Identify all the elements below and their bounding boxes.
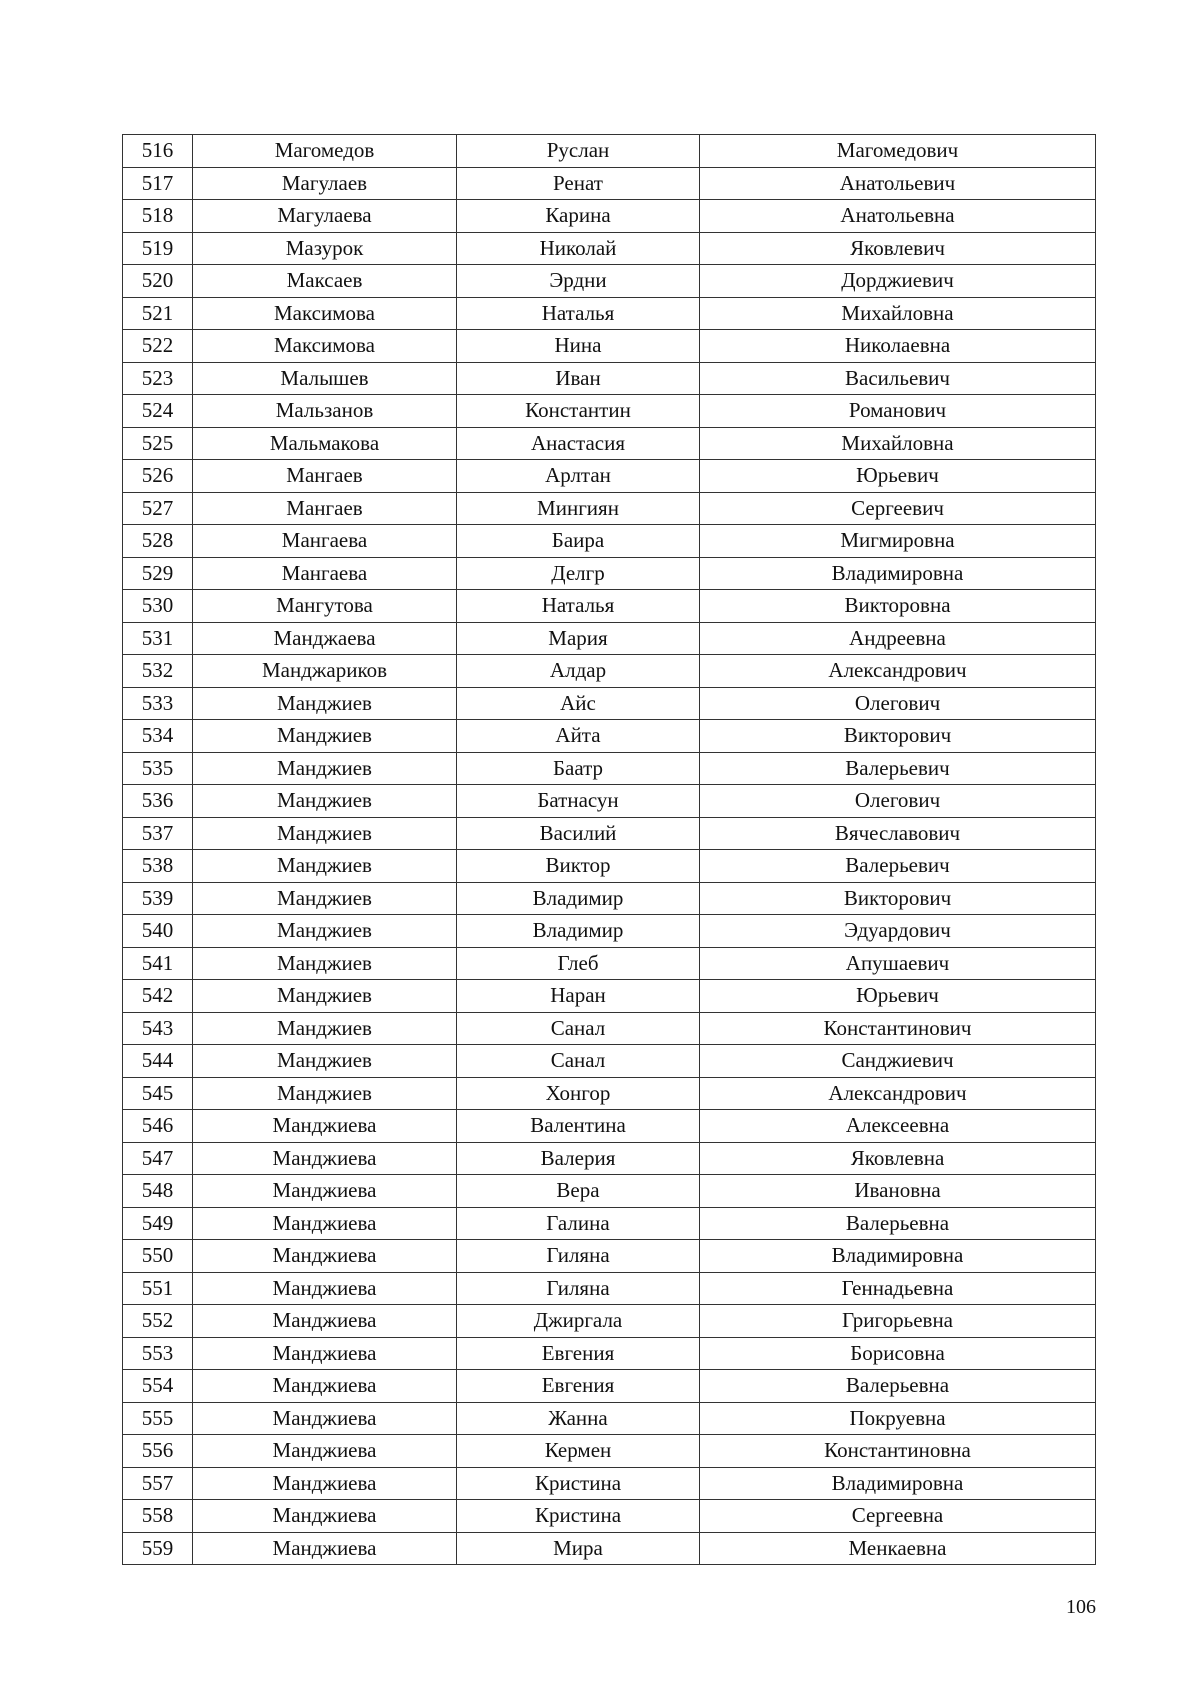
patronymic-cell: Вячеславович bbox=[700, 817, 1096, 850]
table-row bbox=[123, 1142, 1096, 1175]
row-number-cell: 534 bbox=[123, 720, 193, 753]
table-row bbox=[123, 460, 1096, 493]
surname-cell: Манджиева bbox=[193, 1272, 457, 1305]
first-name-cell: Константин bbox=[457, 395, 700, 428]
table-row bbox=[123, 785, 1096, 818]
surname-cell: Манджиев bbox=[193, 1077, 457, 1110]
patronymic-cell: Владимировна bbox=[700, 557, 1096, 590]
table-row bbox=[123, 915, 1096, 948]
surname-cell: Манджиева bbox=[193, 1435, 457, 1468]
row-number-cell: 536 bbox=[123, 785, 193, 818]
patronymic-cell: Валерьевна bbox=[700, 1370, 1096, 1403]
first-name-cell: Санал bbox=[457, 1012, 700, 1045]
surname-cell: Манджариков bbox=[193, 655, 457, 688]
roster-body bbox=[123, 135, 1096, 1565]
table-row bbox=[123, 1467, 1096, 1500]
first-name-cell: Евгения bbox=[457, 1370, 700, 1403]
surname-cell: Мазурок bbox=[193, 232, 457, 265]
table-row bbox=[123, 590, 1096, 623]
row-number-cell: 522 bbox=[123, 330, 193, 363]
patronymic-cell: Викторович bbox=[700, 720, 1096, 753]
table-row bbox=[123, 882, 1096, 915]
first-name-cell: Мингиян bbox=[457, 492, 700, 525]
row-number-cell: 548 bbox=[123, 1175, 193, 1208]
patronymic-cell: Викторович bbox=[700, 882, 1096, 915]
first-name-cell: Кристина bbox=[457, 1500, 700, 1533]
surname-cell: Манджиев bbox=[193, 1045, 457, 1078]
first-name-cell: Валентина bbox=[457, 1110, 700, 1143]
row-number-cell: 552 bbox=[123, 1305, 193, 1338]
surname-cell: Магулаева bbox=[193, 200, 457, 233]
row-number-cell: 531 bbox=[123, 622, 193, 655]
table-row bbox=[123, 1370, 1096, 1403]
table-row bbox=[123, 1272, 1096, 1305]
row-number-cell: 526 bbox=[123, 460, 193, 493]
first-name-cell: Руслан bbox=[457, 135, 700, 168]
first-name-cell: Алдар bbox=[457, 655, 700, 688]
table-row bbox=[123, 265, 1096, 298]
surname-cell: Манджиева bbox=[193, 1175, 457, 1208]
patronymic-cell: Валерьевич bbox=[700, 850, 1096, 883]
surname-cell: Манджаева bbox=[193, 622, 457, 655]
table-row bbox=[123, 1305, 1096, 1338]
patronymic-cell: Валерьевна bbox=[700, 1207, 1096, 1240]
row-number-cell: 518 bbox=[123, 200, 193, 233]
surname-cell: Манджиев bbox=[193, 687, 457, 720]
patronymic-cell: Яковлевич bbox=[700, 232, 1096, 265]
row-number-cell: 553 bbox=[123, 1337, 193, 1370]
row-number-cell: 521 bbox=[123, 297, 193, 330]
row-number-cell: 543 bbox=[123, 1012, 193, 1045]
first-name-cell: Нина bbox=[457, 330, 700, 363]
row-number-cell: 556 bbox=[123, 1435, 193, 1468]
row-number-cell: 532 bbox=[123, 655, 193, 688]
first-name-cell: Анастасия bbox=[457, 427, 700, 460]
patronymic-cell: Григорьевна bbox=[700, 1305, 1096, 1338]
first-name-cell: Владимир bbox=[457, 915, 700, 948]
row-number-cell: 542 bbox=[123, 980, 193, 1013]
surname-cell: Манджиев bbox=[193, 915, 457, 948]
first-name-cell: Эрдни bbox=[457, 265, 700, 298]
row-number-cell: 524 bbox=[123, 395, 193, 428]
surname-cell: Манджиев bbox=[193, 752, 457, 785]
first-name-cell: Баатр bbox=[457, 752, 700, 785]
first-name-cell: Кристина bbox=[457, 1467, 700, 1500]
patronymic-cell: Дорджиевич bbox=[700, 265, 1096, 298]
row-number-cell: 533 bbox=[123, 687, 193, 720]
table-row bbox=[123, 167, 1096, 200]
first-name-cell: Галина bbox=[457, 1207, 700, 1240]
row-number-cell: 523 bbox=[123, 362, 193, 395]
first-name-cell: Иван bbox=[457, 362, 700, 395]
table-row bbox=[123, 720, 1096, 753]
first-name-cell: Айс bbox=[457, 687, 700, 720]
first-name-cell: Баира bbox=[457, 525, 700, 558]
first-name-cell: Гиляна bbox=[457, 1272, 700, 1305]
first-name-cell: Жанна bbox=[457, 1402, 700, 1435]
patronymic-cell: Викторовна bbox=[700, 590, 1096, 623]
patronymic-cell: Яковлевна bbox=[700, 1142, 1096, 1175]
patronymic-cell: Юрьевич bbox=[700, 980, 1096, 1013]
first-name-cell: Николай bbox=[457, 232, 700, 265]
row-number-cell: 535 bbox=[123, 752, 193, 785]
patronymic-cell: Константинович bbox=[700, 1012, 1096, 1045]
surname-cell: Малышев bbox=[193, 362, 457, 395]
surname-cell: Мангаева bbox=[193, 525, 457, 558]
surname-cell: Манджиева bbox=[193, 1337, 457, 1370]
patronymic-cell: Анатольевна bbox=[700, 200, 1096, 233]
table-row bbox=[123, 1435, 1096, 1468]
surname-cell: Манджиев bbox=[193, 1012, 457, 1045]
patronymic-cell: Мигмировна bbox=[700, 525, 1096, 558]
row-number-cell: 559 bbox=[123, 1532, 193, 1565]
row-number-cell: 530 bbox=[123, 590, 193, 623]
table-row bbox=[123, 1045, 1096, 1078]
surname-cell: Манджиев bbox=[193, 850, 457, 883]
table-row bbox=[123, 1207, 1096, 1240]
patronymic-cell: Александрович bbox=[700, 1077, 1096, 1110]
surname-cell: Манджиева bbox=[193, 1500, 457, 1533]
surname-cell: Манджиев bbox=[193, 817, 457, 850]
patronymic-cell: Васильевич bbox=[700, 362, 1096, 395]
first-name-cell: Наталья bbox=[457, 297, 700, 330]
first-name-cell: Наталья bbox=[457, 590, 700, 623]
table-row bbox=[123, 622, 1096, 655]
patronymic-cell: Геннадьевна bbox=[700, 1272, 1096, 1305]
first-name-cell: Гиляна bbox=[457, 1240, 700, 1273]
patronymic-cell: Сергеевна bbox=[700, 1500, 1096, 1533]
surname-cell: Манджиева bbox=[193, 1142, 457, 1175]
patronymic-cell: Валерьевич bbox=[700, 752, 1096, 785]
patronymic-cell: Алексеевна bbox=[700, 1110, 1096, 1143]
table-row bbox=[123, 427, 1096, 460]
first-name-cell: Мария bbox=[457, 622, 700, 655]
table-row bbox=[123, 947, 1096, 980]
surname-cell: Манджиева bbox=[193, 1240, 457, 1273]
surname-cell: Мальмакова bbox=[193, 427, 457, 460]
patronymic-cell: Олегович bbox=[700, 785, 1096, 818]
surname-cell: Манджиев bbox=[193, 785, 457, 818]
patronymic-cell: Юрьевич bbox=[700, 460, 1096, 493]
table-row bbox=[123, 1337, 1096, 1370]
row-number-cell: 519 bbox=[123, 232, 193, 265]
surname-cell: Магулаев bbox=[193, 167, 457, 200]
first-name-cell: Глеб bbox=[457, 947, 700, 980]
patronymic-cell: Михайловна bbox=[700, 297, 1096, 330]
row-number-cell: 517 bbox=[123, 167, 193, 200]
table-row bbox=[123, 655, 1096, 688]
patronymic-cell: Александрович bbox=[700, 655, 1096, 688]
table-row bbox=[123, 1077, 1096, 1110]
first-name-cell: Владимир bbox=[457, 882, 700, 915]
table-row bbox=[123, 200, 1096, 233]
row-number-cell: 549 bbox=[123, 1207, 193, 1240]
surname-cell: Максаев bbox=[193, 265, 457, 298]
table-row bbox=[123, 232, 1096, 265]
row-number-cell: 538 bbox=[123, 850, 193, 883]
patronymic-cell: Андреевна bbox=[700, 622, 1096, 655]
first-name-cell: Батнасун bbox=[457, 785, 700, 818]
row-number-cell: 520 bbox=[123, 265, 193, 298]
table-row bbox=[123, 135, 1096, 168]
first-name-cell: Карина bbox=[457, 200, 700, 233]
surname-cell: Мальзанов bbox=[193, 395, 457, 428]
surname-cell: Манджиев bbox=[193, 882, 457, 915]
first-name-cell: Хонгор bbox=[457, 1077, 700, 1110]
first-name-cell: Ренат bbox=[457, 167, 700, 200]
surname-cell: Манджиева bbox=[193, 1532, 457, 1565]
row-number-cell: 525 bbox=[123, 427, 193, 460]
first-name-cell: Василий bbox=[457, 817, 700, 850]
row-number-cell: 545 bbox=[123, 1077, 193, 1110]
table-row bbox=[123, 752, 1096, 785]
row-number-cell: 551 bbox=[123, 1272, 193, 1305]
row-number-cell: 540 bbox=[123, 915, 193, 948]
surname-cell: Максимова bbox=[193, 330, 457, 363]
row-number-cell: 544 bbox=[123, 1045, 193, 1078]
table-row bbox=[123, 980, 1096, 1013]
first-name-cell: Айта bbox=[457, 720, 700, 753]
row-number-cell: 547 bbox=[123, 1142, 193, 1175]
row-number-cell: 546 bbox=[123, 1110, 193, 1143]
roster-table bbox=[122, 134, 1096, 1565]
table-row bbox=[123, 1240, 1096, 1273]
table-row bbox=[123, 492, 1096, 525]
patronymic-cell: Владимировна bbox=[700, 1240, 1096, 1273]
table-row bbox=[123, 395, 1096, 428]
row-number-cell: 541 bbox=[123, 947, 193, 980]
row-number-cell: 557 bbox=[123, 1467, 193, 1500]
surname-cell: Мангаева bbox=[193, 557, 457, 590]
row-number-cell: 537 bbox=[123, 817, 193, 850]
table-row bbox=[123, 557, 1096, 590]
table-row bbox=[123, 1110, 1096, 1143]
surname-cell: Манджиев bbox=[193, 980, 457, 1013]
surname-cell: Манджиев bbox=[193, 947, 457, 980]
surname-cell: Мангутова bbox=[193, 590, 457, 623]
first-name-cell: Мира bbox=[457, 1532, 700, 1565]
patronymic-cell: Борисовна bbox=[700, 1337, 1096, 1370]
table-row bbox=[123, 330, 1096, 363]
table-row bbox=[123, 1532, 1096, 1565]
table-row bbox=[123, 850, 1096, 883]
table-row bbox=[123, 817, 1096, 850]
row-number-cell: 558 bbox=[123, 1500, 193, 1533]
surname-cell: Мангаев bbox=[193, 460, 457, 493]
patronymic-cell: Владимировна bbox=[700, 1467, 1096, 1500]
surname-cell: Манджиева bbox=[193, 1370, 457, 1403]
row-number-cell: 527 bbox=[123, 492, 193, 525]
patronymic-cell: Николаевна bbox=[700, 330, 1096, 363]
surname-cell: Мангаев bbox=[193, 492, 457, 525]
first-name-cell: Виктор bbox=[457, 850, 700, 883]
table-row bbox=[123, 1402, 1096, 1435]
table-row bbox=[123, 1175, 1096, 1208]
patronymic-cell: Покруевна bbox=[700, 1402, 1096, 1435]
first-name-cell: Наран bbox=[457, 980, 700, 1013]
patronymic-cell: Михайловна bbox=[700, 427, 1096, 460]
page-number: 106 bbox=[1066, 1596, 1096, 1618]
table-row bbox=[123, 1500, 1096, 1533]
first-name-cell: Джиргала bbox=[457, 1305, 700, 1338]
row-number-cell: 516 bbox=[123, 135, 193, 168]
first-name-cell: Вера bbox=[457, 1175, 700, 1208]
first-name-cell: Кермен bbox=[457, 1435, 700, 1468]
surname-cell: Манджиева bbox=[193, 1467, 457, 1500]
patronymic-cell: Романович bbox=[700, 395, 1096, 428]
patronymic-cell: Менкаевна bbox=[700, 1532, 1096, 1565]
table-row bbox=[123, 1012, 1096, 1045]
surname-cell: Манджиева bbox=[193, 1207, 457, 1240]
first-name-cell: Валерия bbox=[457, 1142, 700, 1175]
surname-cell: Магомедов bbox=[193, 135, 457, 168]
table-row bbox=[123, 362, 1096, 395]
first-name-cell: Делгр bbox=[457, 557, 700, 590]
surname-cell: Максимова bbox=[193, 297, 457, 330]
first-name-cell: Санал bbox=[457, 1045, 700, 1078]
table-row bbox=[123, 297, 1096, 330]
row-number-cell: 529 bbox=[123, 557, 193, 590]
patronymic-cell: Ивановна bbox=[700, 1175, 1096, 1208]
patronymic-cell: Анатольевич bbox=[700, 167, 1096, 200]
row-number-cell: 550 bbox=[123, 1240, 193, 1273]
row-number-cell: 539 bbox=[123, 882, 193, 915]
table-row bbox=[123, 687, 1096, 720]
patronymic-cell: Сергеевич bbox=[700, 492, 1096, 525]
surname-cell: Манджиев bbox=[193, 720, 457, 753]
surname-cell: Манджиева bbox=[193, 1110, 457, 1143]
patronymic-cell: Магомедович bbox=[700, 135, 1096, 168]
patronymic-cell: Эдуардович bbox=[700, 915, 1096, 948]
row-number-cell: 555 bbox=[123, 1402, 193, 1435]
patronymic-cell: Санджиевич bbox=[700, 1045, 1096, 1078]
patronymic-cell: Константиновна bbox=[700, 1435, 1096, 1468]
row-number-cell: 528 bbox=[123, 525, 193, 558]
first-name-cell: Арлтан bbox=[457, 460, 700, 493]
surname-cell: Манджиева bbox=[193, 1305, 457, 1338]
patronymic-cell: Олегович bbox=[700, 687, 1096, 720]
first-name-cell: Евгения bbox=[457, 1337, 700, 1370]
patronymic-cell: Апушаевич bbox=[700, 947, 1096, 980]
table-row bbox=[123, 525, 1096, 558]
surname-cell: Манджиева bbox=[193, 1402, 457, 1435]
row-number-cell: 554 bbox=[123, 1370, 193, 1403]
